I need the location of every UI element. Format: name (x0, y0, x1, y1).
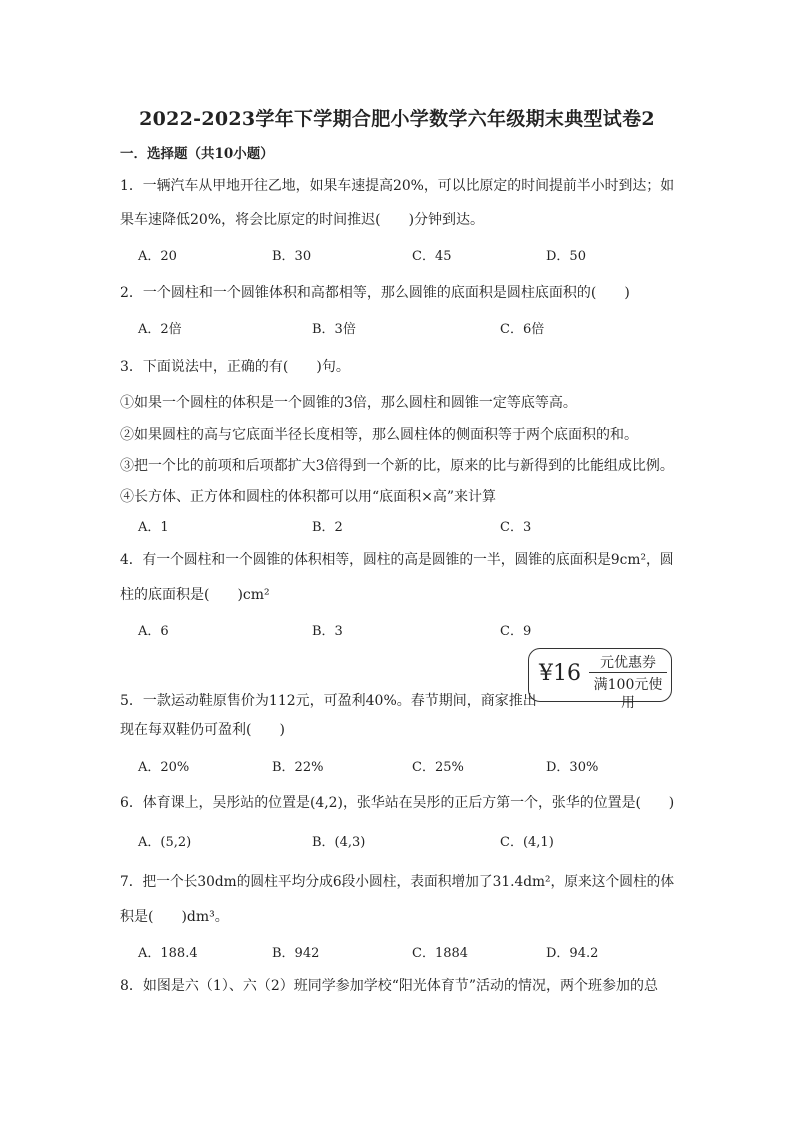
question-5-line-1: 5．一款运动鞋原售价为112元，可盈利40%。春节期间，商家推出 (120, 693, 537, 709)
q5-option-c: C．25% (412, 760, 464, 775)
q2-option-a: A．2倍 (138, 322, 182, 337)
q7-option-c: C．1884 (412, 946, 469, 961)
question-3-statement-3: ③把一个比的前项和后项都扩大3倍得到一个新的比，原来的比与新得到的比能组成比例。 (120, 458, 674, 474)
q2-option-c: C．6倍 (500, 322, 545, 337)
q5-option-d: D．30% (546, 760, 599, 775)
question-2-line-1: 2．一个圆柱和一个圆锥体积和高都相等，那么圆锥的底面积是圆柱底面积的( ) (120, 285, 630, 301)
q6-option-c: C．(4,1) (500, 835, 554, 850)
question-8-line-1: 8．如图是六（1）、六（2）班同学参加学校“阳光体育节”活动的情况，两个班参加的总 (120, 978, 659, 994)
coupon-label: 元优惠券 (589, 654, 667, 673)
coupon-box (528, 648, 672, 711)
q4-option-c: C．9 (500, 624, 532, 639)
question-1-line-2: 果车速降低20%，将会比原定的时间推迟( )分钟到达。 (120, 212, 485, 228)
q6-option-a: A．(5,2) (138, 835, 192, 850)
q6-option-b: B．(4,3) (312, 835, 366, 850)
q7-option-a: A．188.4 (138, 946, 198, 961)
question-7-line-2: 积是( )dm³。 (120, 909, 229, 925)
question-1-line-1: 1．一辆汽车从甲地开往乙地，如果车速提高20%，可以比原定的时间提前半小时到达；如 (120, 178, 675, 194)
coupon-condition: 满100元使用 (593, 677, 663, 711)
q1-option-a: A．20 (138, 249, 177, 264)
section-heading: 一．选择题（共10小题） (120, 146, 274, 162)
q3-option-a: A．1 (138, 520, 169, 535)
q7-option-d: D．94.2 (546, 946, 599, 961)
question-7-line-1: 7．把一个长30dm的圆柱平均分成6段小圆柱，表面积增加了31.4dm²，原来这个圆柱的体 (120, 874, 675, 890)
q5-option-b: B．22% (272, 760, 324, 775)
q3-option-c: C．3 (500, 520, 532, 535)
question-6-line-1: 6．体育课上，吴彤站的位置是(4,2)，张华站在吴彤的正后方第一个，张华的位置是( ) (120, 795, 675, 811)
q3-option-b: B．2 (312, 520, 343, 535)
q7-option-b: B．942 (272, 946, 320, 961)
question-4-line-1: 4．有一个圆柱和一个圆锥的体积相等，圆柱的高是圆锥的一半，圆锥的底面积是9cm²，圆 (120, 552, 674, 568)
question-4-line-2: 柱的底面积是( )cm² (120, 587, 270, 603)
q2-option-b: B．3倍 (312, 322, 356, 337)
question-5-line-2: 现在每双鞋仍可盈利( ) (120, 722, 285, 738)
q5-option-a: A．20% (138, 760, 190, 775)
question-3-line-1: 3．下面说法中，正确的有( )句。 (120, 359, 350, 375)
question-3-statement-2: ②如果圆柱的高与它底面半径长度相等，那么圆柱体的侧面积等于两个底面积的和。 (120, 427, 638, 443)
q1-option-d: D．50 (546, 249, 586, 264)
q1-option-b: B．30 (272, 249, 312, 264)
exam-title: 2022-2023学年下学期合肥小学数学六年级期末典型试卷2 (139, 108, 655, 130)
q4-option-a: A．6 (138, 624, 169, 639)
question-3-statement-1: ①如果一个圆柱的体积是一个圆锥的3倍，那么圆柱和圆锥一定等底等高。 (120, 395, 577, 411)
question-3-statement-4: ④长方体、正方体和圆柱的体积都可以用“底面积×高”来计算 (120, 489, 497, 505)
q4-option-b: B．3 (312, 624, 343, 639)
coupon-amount: ¥16 (539, 661, 581, 686)
q1-option-c: C．45 (412, 249, 452, 264)
